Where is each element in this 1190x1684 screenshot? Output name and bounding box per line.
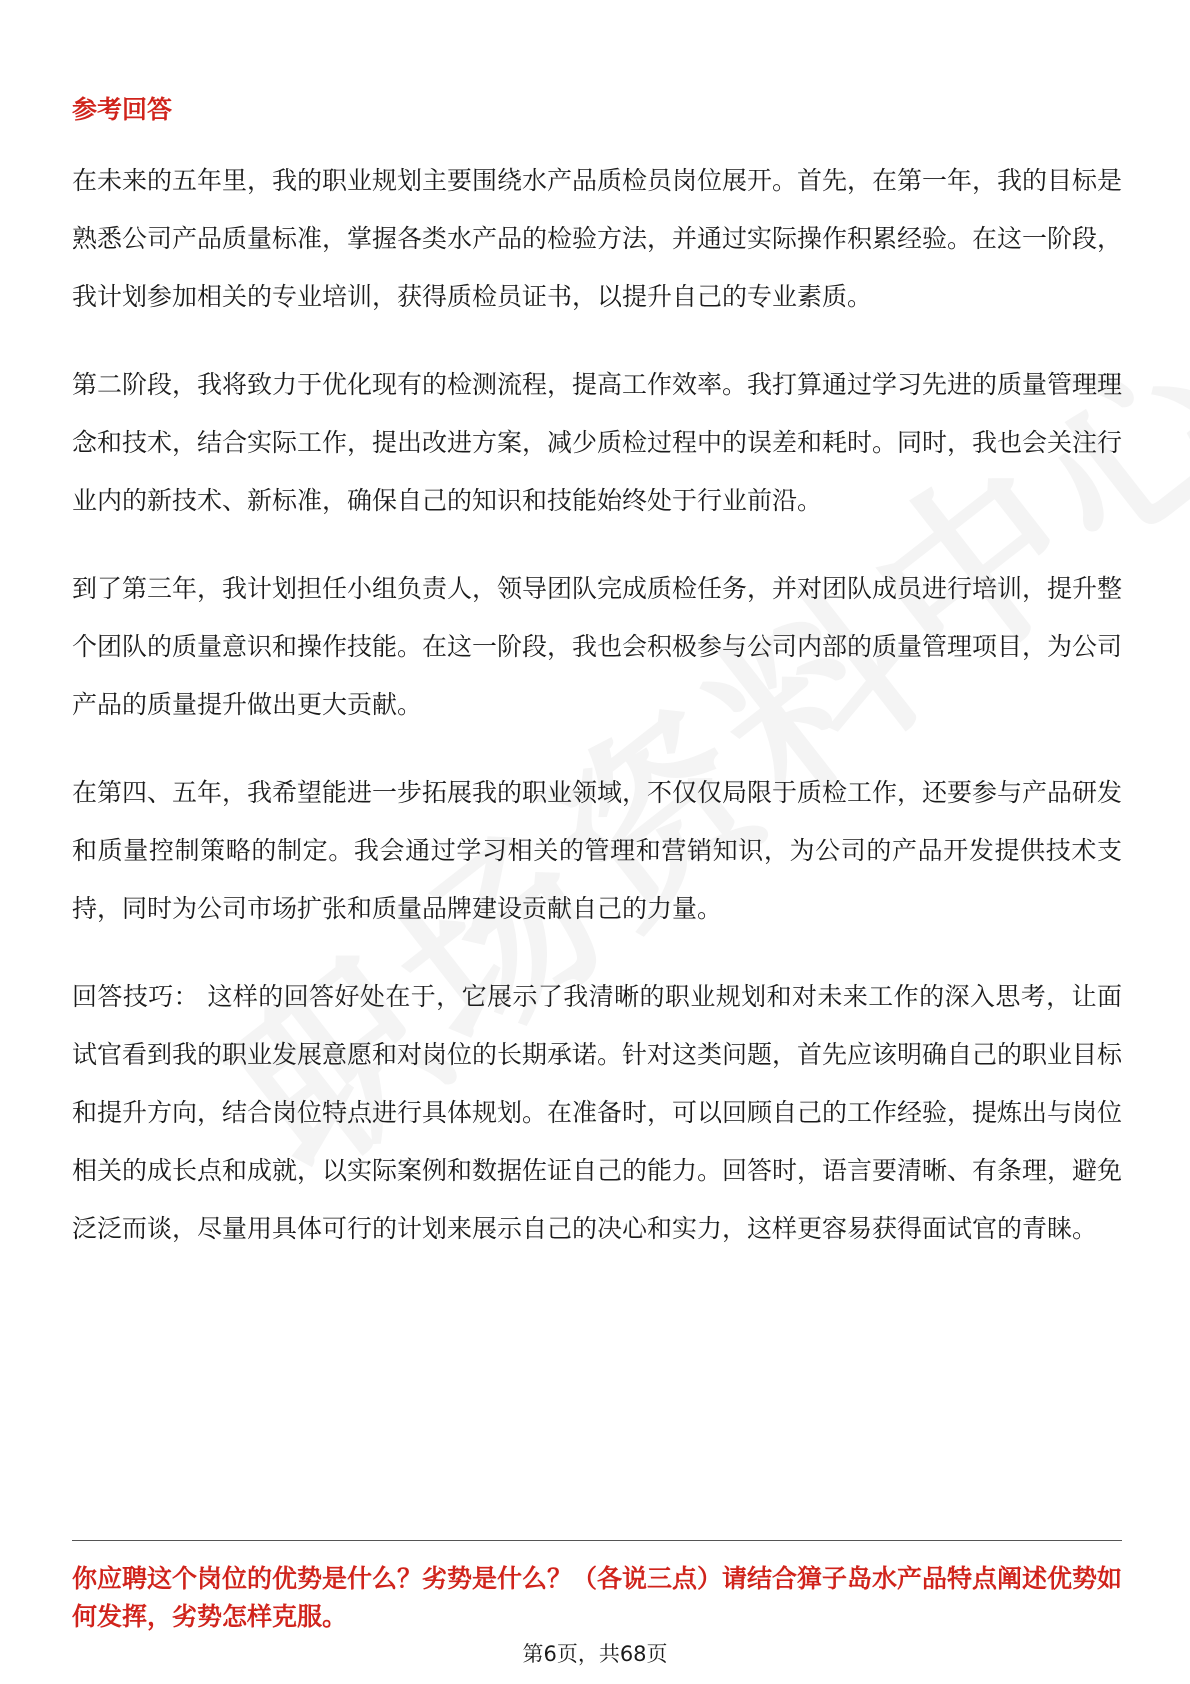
answer-section bbox=[72, 90, 1122, 1258]
section-divider bbox=[72, 1540, 1122, 1541]
answer-tip: 回答技巧： 这样的回答好处在于，它展示了我清晰的职业规划和对未来工作的深入思考，让面试官看到我的职业发展意愿和对岗位的长期承诺。针对这类问题，首先应该明确自己的职业目标和提升方向，结合岗位特点进行具体规划。在准备时，可以回顾自己的工作经验，提炼出与岗位相关的成长点和成就，以实际案例和数据佐证自己的能力。回答时，语言要清晰、有条理，避免泛泛而谈，尽量用具体可行的计划来展示自己的决心和实力，这样更容易获得面试官的青睐。 bbox=[72, 982, 1123, 1243]
answer-paragraph-3: 到了第三年，我计划担任小组负责人，领导团队完成质检任务，并对团队成员进行培训，提升整个团队的质量意识和操作技能。在这一阶段，我也会积极参与公司内部的质量管理项目，为公司产品的质量提升做出更大贡献。 bbox=[72, 574, 1123, 719]
answer-heading: 参考回答 bbox=[72, 95, 173, 124]
next-question: 你应聘这个岗位的优势是什么？劣势是什么？（各说三点）请结合獐子岛水产品特点阐述优势如何发挥，劣势怎样克服。 bbox=[72, 1564, 1123, 1631]
answer-paragraph-1: 在未来的五年里，我的职业规划主要围绕水产品质检员岗位展开。首先，在第一年，我的目标是熟悉公司产品质量标准，掌握各类水产品的检验方法，并通过实际操作积累经验。在这一阶段，我计划参加相关的专业培训，获得质检员证书，以提升自己的专业素质。 bbox=[72, 166, 1123, 311]
page-number: 第6页，共68页 bbox=[522, 1642, 668, 1666]
answer-paragraph-4: 在第四、五年，我希望能进一步拓展我的职业领域，不仅仅局限于质检工作，还要参与产品研发和质量控制策略的制定。我会通过学习相关的管理和营销知识，为公司的产品开发提供技术支持，同时为公司市场扩张和质量品牌建设贡献自己的力量。 bbox=[72, 778, 1123, 923]
answer-paragraph-2: 第二阶段，我将致力于优化现有的检测流程，提高工作效率。我打算通过学习先进的质量管理理念和技术，结合实际工作，提出改进方案，减少质检过程中的误差和耗时。同时，我也会关注行业内的新技术、新标准，确保自己的知识和技能始终处于行业前沿。 bbox=[72, 370, 1123, 515]
